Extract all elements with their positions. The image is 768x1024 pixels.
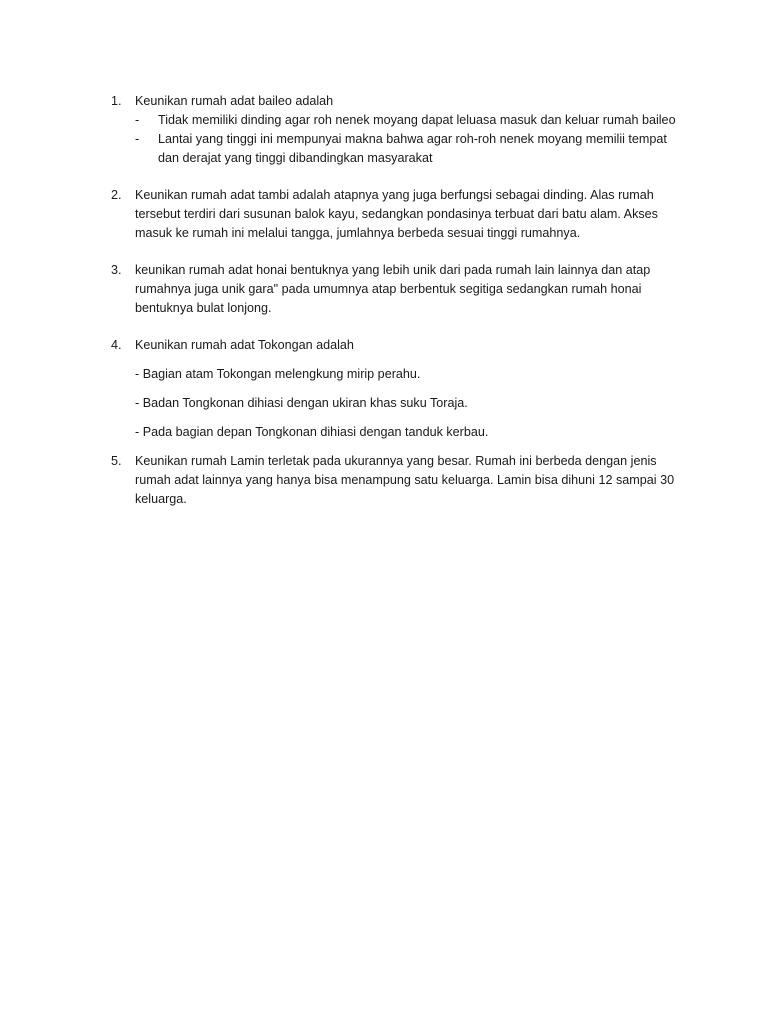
list-item-body: [135, 336, 691, 355]
sub-item: [135, 130, 691, 168]
list-item-2: [111, 186, 691, 243]
bullet-point: - Bagian atam Tokongan melengkung mirip perahu.: [135, 367, 421, 381]
list-item-body: [135, 186, 691, 243]
paragraph-line: rumah adat lainnya yang hanya bisa menampung satu keluarga. Lamin bisa dihuni 12 sampai 30: [135, 473, 675, 487]
list-number: 5.: [111, 454, 122, 468]
list-number: 2.: [111, 188, 122, 202]
list-item-1: [111, 92, 691, 168]
list-item-body: [135, 92, 691, 168]
list-number: 4.: [111, 338, 122, 352]
list-item-text: Keunikan rumah adat baileo adalah: [135, 94, 334, 108]
sub-item-dash: -: [135, 132, 140, 146]
sub-item-line: Lantai yang tinggi ini mempunyai makna bahwa agar roh-roh nenek moyang memilii tempat: [158, 132, 667, 146]
list-item-3: [111, 261, 691, 318]
list-item-body: [135, 452, 691, 509]
bullet-point: - Badan Tongkonan dihiasi dengan ukiran khas suku Toraja.: [135, 396, 468, 410]
paragraph-line: masuk ke rumah ini melalui tangga, jumlahnya berbeda sesuai tinggi rumahnya.: [135, 226, 581, 240]
list-item-5: [111, 452, 691, 509]
list-number: 1.: [111, 94, 122, 108]
sub-item-line: dan derajat yang tinggi dibandingkan masyarakat: [158, 151, 433, 165]
list-item-body: [135, 261, 691, 318]
sub-item-dash: -: [135, 113, 140, 127]
paragraph-line: Keunikan rumah adat tambi adalah atapnya yang juga berfungsi sebagai dinding. Alas rumah: [135, 188, 654, 202]
paragraph-line: Keunikan rumah Lamin terletak pada ukurannya yang besar. Rumah ini berbeda dengan jenis: [135, 454, 657, 468]
paragraph-line: keunikan rumah adat honai bentuknya yang lebih unik dari pada rumah lain lainnya dan atap: [135, 263, 651, 277]
paragraph-line: rumahnya juga unik gara" pada umumnya atap berbentuk segitiga sedangkan rumah honai: [135, 282, 642, 296]
list-item-4: [111, 336, 691, 355]
paragraph-line: bentuknya bulat lonjong.: [135, 301, 272, 315]
sub-item: [135, 111, 691, 130]
bullet-point: - Pada bagian depan Tongkonan dihiasi dengan tanduk kerbau.: [135, 425, 489, 439]
list-item-text: Keunikan rumah adat Tokongan adalah: [135, 338, 354, 352]
sub-item-text: [158, 130, 667, 168]
paragraph-line: keluarga.: [135, 492, 187, 506]
paragraph-line: tersebut terdiri dari susunan balok kayu, sedangkan pondasinya terbuat dari batu alam. Akses: [135, 207, 658, 221]
document-body: [111, 92, 691, 509]
list-number: 3.: [111, 263, 122, 277]
sub-item-text: Tidak memiliki dinding agar roh nenek moyang dapat leluasa masuk dan keluar rumah baileo: [158, 113, 676, 127]
